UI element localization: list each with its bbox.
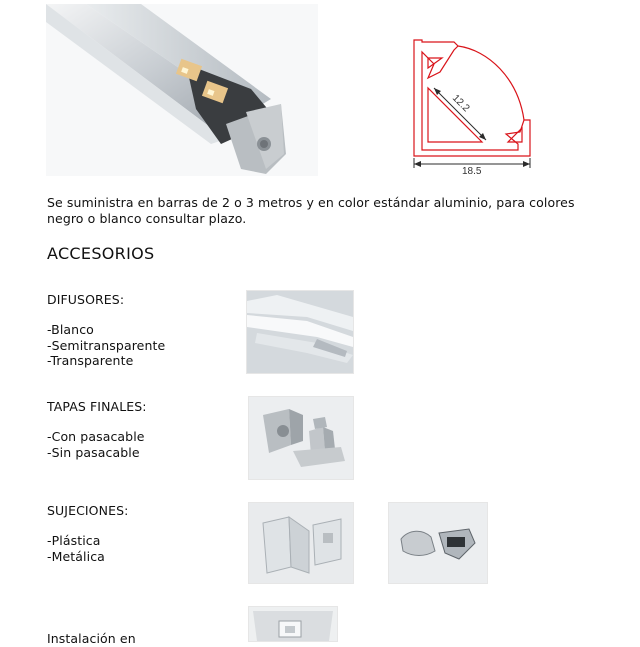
sujecion-metalica-photo <box>388 502 488 584</box>
sujecion-option: -Metálica <box>47 548 105 564</box>
profile-description: Se suministra en barras de 2 o 3 metros y en color estándar aluminio, para colores negro o blanco consultar plazo. <box>47 195 575 226</box>
end-cap-illustration <box>249 397 353 479</box>
tapa-option: -Sin pasacable <box>47 444 140 460</box>
instalacion-photo <box>248 606 338 642</box>
difusor-option: -Blanco <box>47 322 94 337</box>
difusores-options <box>47 322 165 369</box>
plastic-clip-illustration <box>249 503 353 583</box>
sujecion-plastica-photo <box>248 502 354 584</box>
difusor-option: -Semitransparente <box>47 337 166 353</box>
diffuser-illustration <box>247 291 353 373</box>
profile-photo-illustration <box>46 4 318 176</box>
difusores-title: DIFUSORES: <box>47 292 125 307</box>
profile-section-diagram <box>408 38 536 176</box>
tapa-option: -Con pasacable <box>47 429 145 444</box>
dimension-width-label: 18.5 <box>462 166 482 176</box>
sujeciones-options <box>47 533 105 564</box>
metal-clip-illustration <box>389 503 487 583</box>
dimension-diagonal-label: 12.2 <box>449 92 472 115</box>
section-outline <box>414 40 530 156</box>
sujeciones-title: SUJECIONES: <box>47 503 129 518</box>
accessories-heading: ACCESORIOS <box>47 244 155 263</box>
tapas-options <box>47 429 145 460</box>
profile-section-drawing <box>408 38 536 176</box>
sujecion-option: -Plástica <box>47 533 101 548</box>
tapas-title: TAPAS FINALES: <box>47 399 147 414</box>
profile-product-photo <box>46 4 318 176</box>
installation-illustration <box>249 607 337 641</box>
instalacion-title: Instalación en <box>47 631 136 646</box>
difusores-photo <box>246 290 354 374</box>
difusor-option: -Transparente <box>47 353 134 368</box>
tapas-photo <box>248 396 354 480</box>
